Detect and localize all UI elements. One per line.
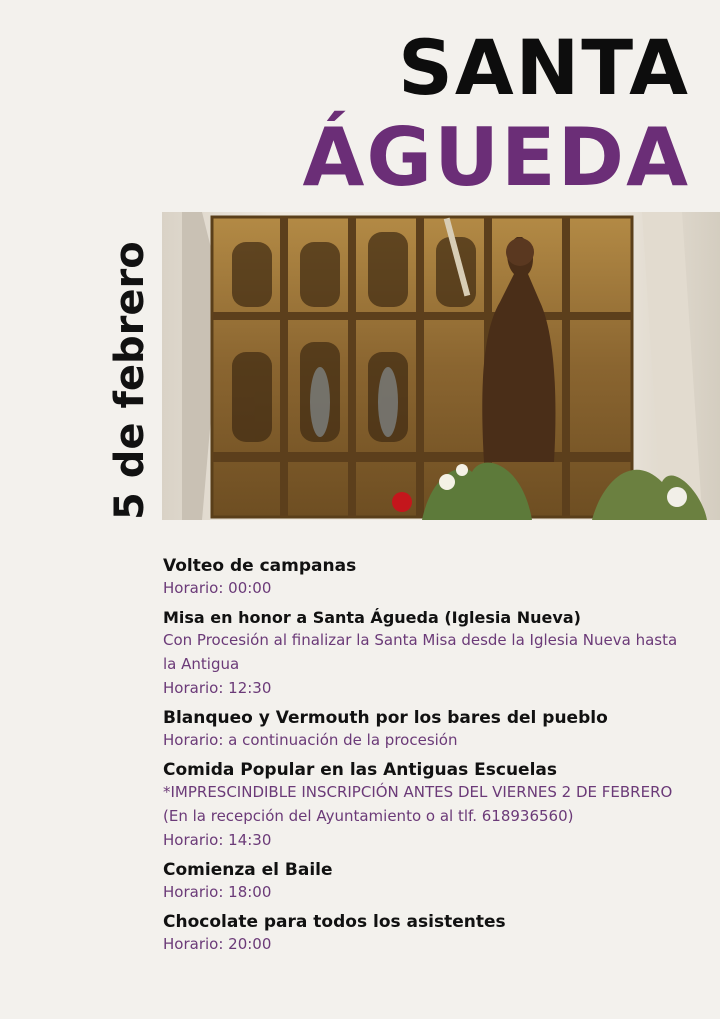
event-item [163, 708, 708, 752]
event-title: Volteo de campanas [163, 556, 357, 576]
title-line-1: SANTA [398, 23, 690, 112]
event-detail: Horario: 18:00 [163, 883, 272, 901]
event-item [163, 556, 708, 600]
altarpiece-photo [162, 212, 720, 520]
event-detail: (En la recepción del Ayuntamiento o al tlf. 618936560) [163, 807, 574, 825]
event-detail: Horario: 14:30 [163, 831, 272, 849]
event-detail: Horario: a continuación de la procesión [163, 731, 458, 749]
event-title: Misa en honor a Santa Águeda (Iglesia Nueva) [163, 608, 581, 627]
event-title: Comienza el Baile [163, 860, 333, 880]
event-item [163, 608, 708, 700]
event-detail: Horario: 00:00 [163, 579, 272, 597]
event-detail: Horario: 20:00 [163, 935, 272, 953]
events-list [163, 556, 708, 964]
event-detail: *IMPRESCINDIBLE INSCRIPCIÓN ANTES DEL VIERNES 2 DE FEBRERO [163, 783, 673, 801]
vertical-date: 5 de febrero [107, 241, 153, 520]
event-detail: la Antigua [163, 655, 240, 673]
event-item [163, 760, 708, 852]
event-title: Comida Popular en las Antiguas Escuelas [163, 760, 558, 780]
event-detail: Con Procesión al finalizar la Santa Misa desde la Iglesia Nueva hasta [163, 631, 678, 649]
event-item [163, 860, 708, 904]
event-title: Chocolate para todos los asistentes [163, 912, 506, 932]
event-title: Blanqueo y Vermouth por los bares del pueblo [163, 708, 608, 728]
event-detail: Horario: 12:30 [163, 679, 272, 697]
event-item [163, 912, 708, 956]
title-line-2: ÁGUEDA [302, 111, 690, 204]
altarpiece-illustration [162, 212, 720, 520]
